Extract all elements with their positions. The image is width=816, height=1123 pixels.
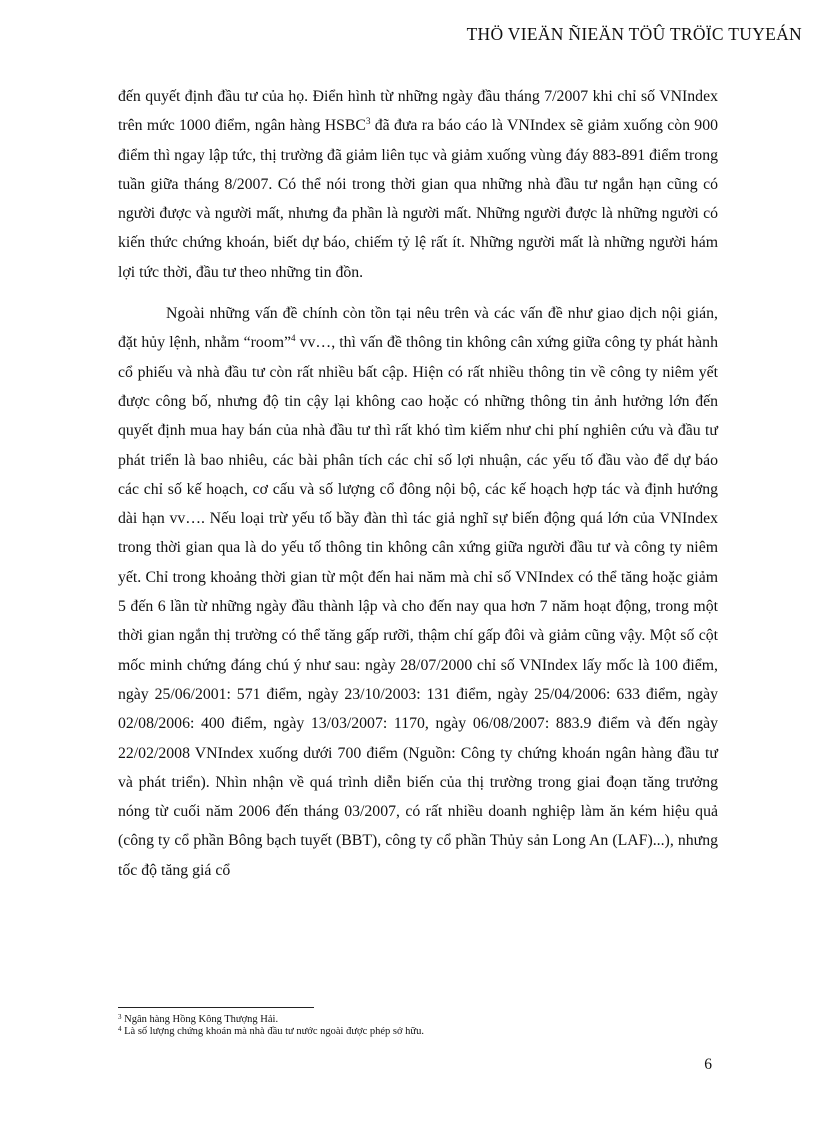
- paragraph-text: vv…, thì vấn đề thông tin không cân xứng giữa công ty phát hành cổ phiếu và nhà đầu tư còn rất nhiều bất cập. Hiện có rất nhiều thông tin về công ty niêm yết được công bố, nhưng độ tin cậy lại không cao hoặc có những thông tin ảnh hưởng lớn đến quyết định mua hay bán của nhà đầu tư thì rất khó tìm kiếm như chi phí nghiên cứu và đầu tư phát triển là bao nhiêu, các bài phân tích các chỉ số lợi nhuận, các yếu tố đầu vào để dự báo các chỉ số kế hoạch, cơ cấu và số lượng cổ đông nội bộ, các kế hoạch hợp tác và định hướng dài hạn vv…. Nếu loại trừ yếu tố bầy đàn thì tác giả nghĩ sự biến động quá lớn của VNIndex trong thời gian qua là do yếu tố thông tin không cân xứng giữa người đầu tư và công ty niêm yết. Chỉ trong khoảng thời gian từ một đến hai năm mà chỉ số VNIndex có thể tăng hoặc giảm 5 đến 6 lần từ những ngày đầu thành lập và cho đến nay qua hơn 7 năm hoạt động, trong một thời gian ngắn thị trường có thể tăng gấp rưỡi, thậm chí gấp đôi và giảm cũng vậy. Một số cột mốc minh chứng đáng chú ý như sau: ngày 28/07/2000 chỉ số VNIndex lấy mốc là 100 điểm, ngày 25/06/2001: 571 điểm, ngày 23/10/2003: 131 điểm, ngày 25/04/2006: 633 điểm, ngày 02/08/2006: 400 điểm, ngày 13/03/2007: 1170, ngày 06/08/2007: 883.9 điểm và đến ngày 22/02/2008 VNIndex xuống dưới 700 điểm (Nguồn: Công ty chứng khoán ngân hàng đầu tư và phát triển). Nhìn nhận về quá trình diễn biến của thị trường trong giai đoạn tăng trưởng nóng từ cuối năm 2006 đến tháng 03/2007, có rất nhiều doanh nghiệp làm ăn kém hiệu quả (công ty cổ phần Bông bạch tuyết (BBT), công ty cổ phần Thủy sản Long An (LAF)...), nhưng tốc độ tăng giá cổ: [118, 334, 718, 879]
- paragraph-text: Ngoài những vấn đề chính còn tồn tại nêu trên và các vấn đề như giao dịch nội gián, đặt hủy lệnh, nhằm “room”: [118, 305, 718, 352]
- footnote-divider: [118, 1007, 314, 1008]
- page-number: 6: [704, 1056, 712, 1073]
- footnote: [118, 1014, 718, 1026]
- paragraph-text: đã đưa ra báo cáo là VNIndex sẽ giảm xuống còn 900 điểm thì ngay lập tức, thị trường đã giảm liên tục và giảm xuống vùng đáy 883-891 điểm trong tuần giữa tháng 8/2007. Có thể nói trong thời gian qua những nhà đầu tư ngắn hạn cũng có người được và người mất, nhưng đa phần là người mất. Những người được là những người có kiến thức chứng khoán, biết dự báo, chiếm tỷ lệ rất ít. Những người mất là những người hám lợi tức thời, đầu tư theo những tin đồn.: [118, 117, 718, 281]
- body-text: [118, 82, 718, 885]
- paragraph: [118, 299, 718, 885]
- footnote-number: 4: [118, 1025, 122, 1033]
- footnote-ref: 4: [291, 333, 296, 344]
- footnote-text: Là số lượng chứng khoán mà nhà đầu tư nước ngoài được phép sở hữu.: [121, 1026, 424, 1037]
- footnote-ref: 3: [365, 116, 371, 127]
- page-header: THÖ VIEÄN ÑIEÄN TÖÛ TRÖÏC TUYEÁN: [466, 24, 802, 44]
- footnote-number: 3: [118, 1013, 122, 1021]
- paragraph: [118, 82, 718, 287]
- footnotes: [118, 1014, 718, 1038]
- footnote: [118, 1026, 718, 1038]
- paragraph-text: đến quyết định đầu tư của họ. Điển hình từ những ngày đầu tháng 7/2007 khi chỉ số VNIndex trên mức 1000 điểm, ngân hàng HSBC: [118, 88, 718, 135]
- footnote-text: Ngân hàng Hồng Kông Thượng Hải.: [121, 1014, 279, 1025]
